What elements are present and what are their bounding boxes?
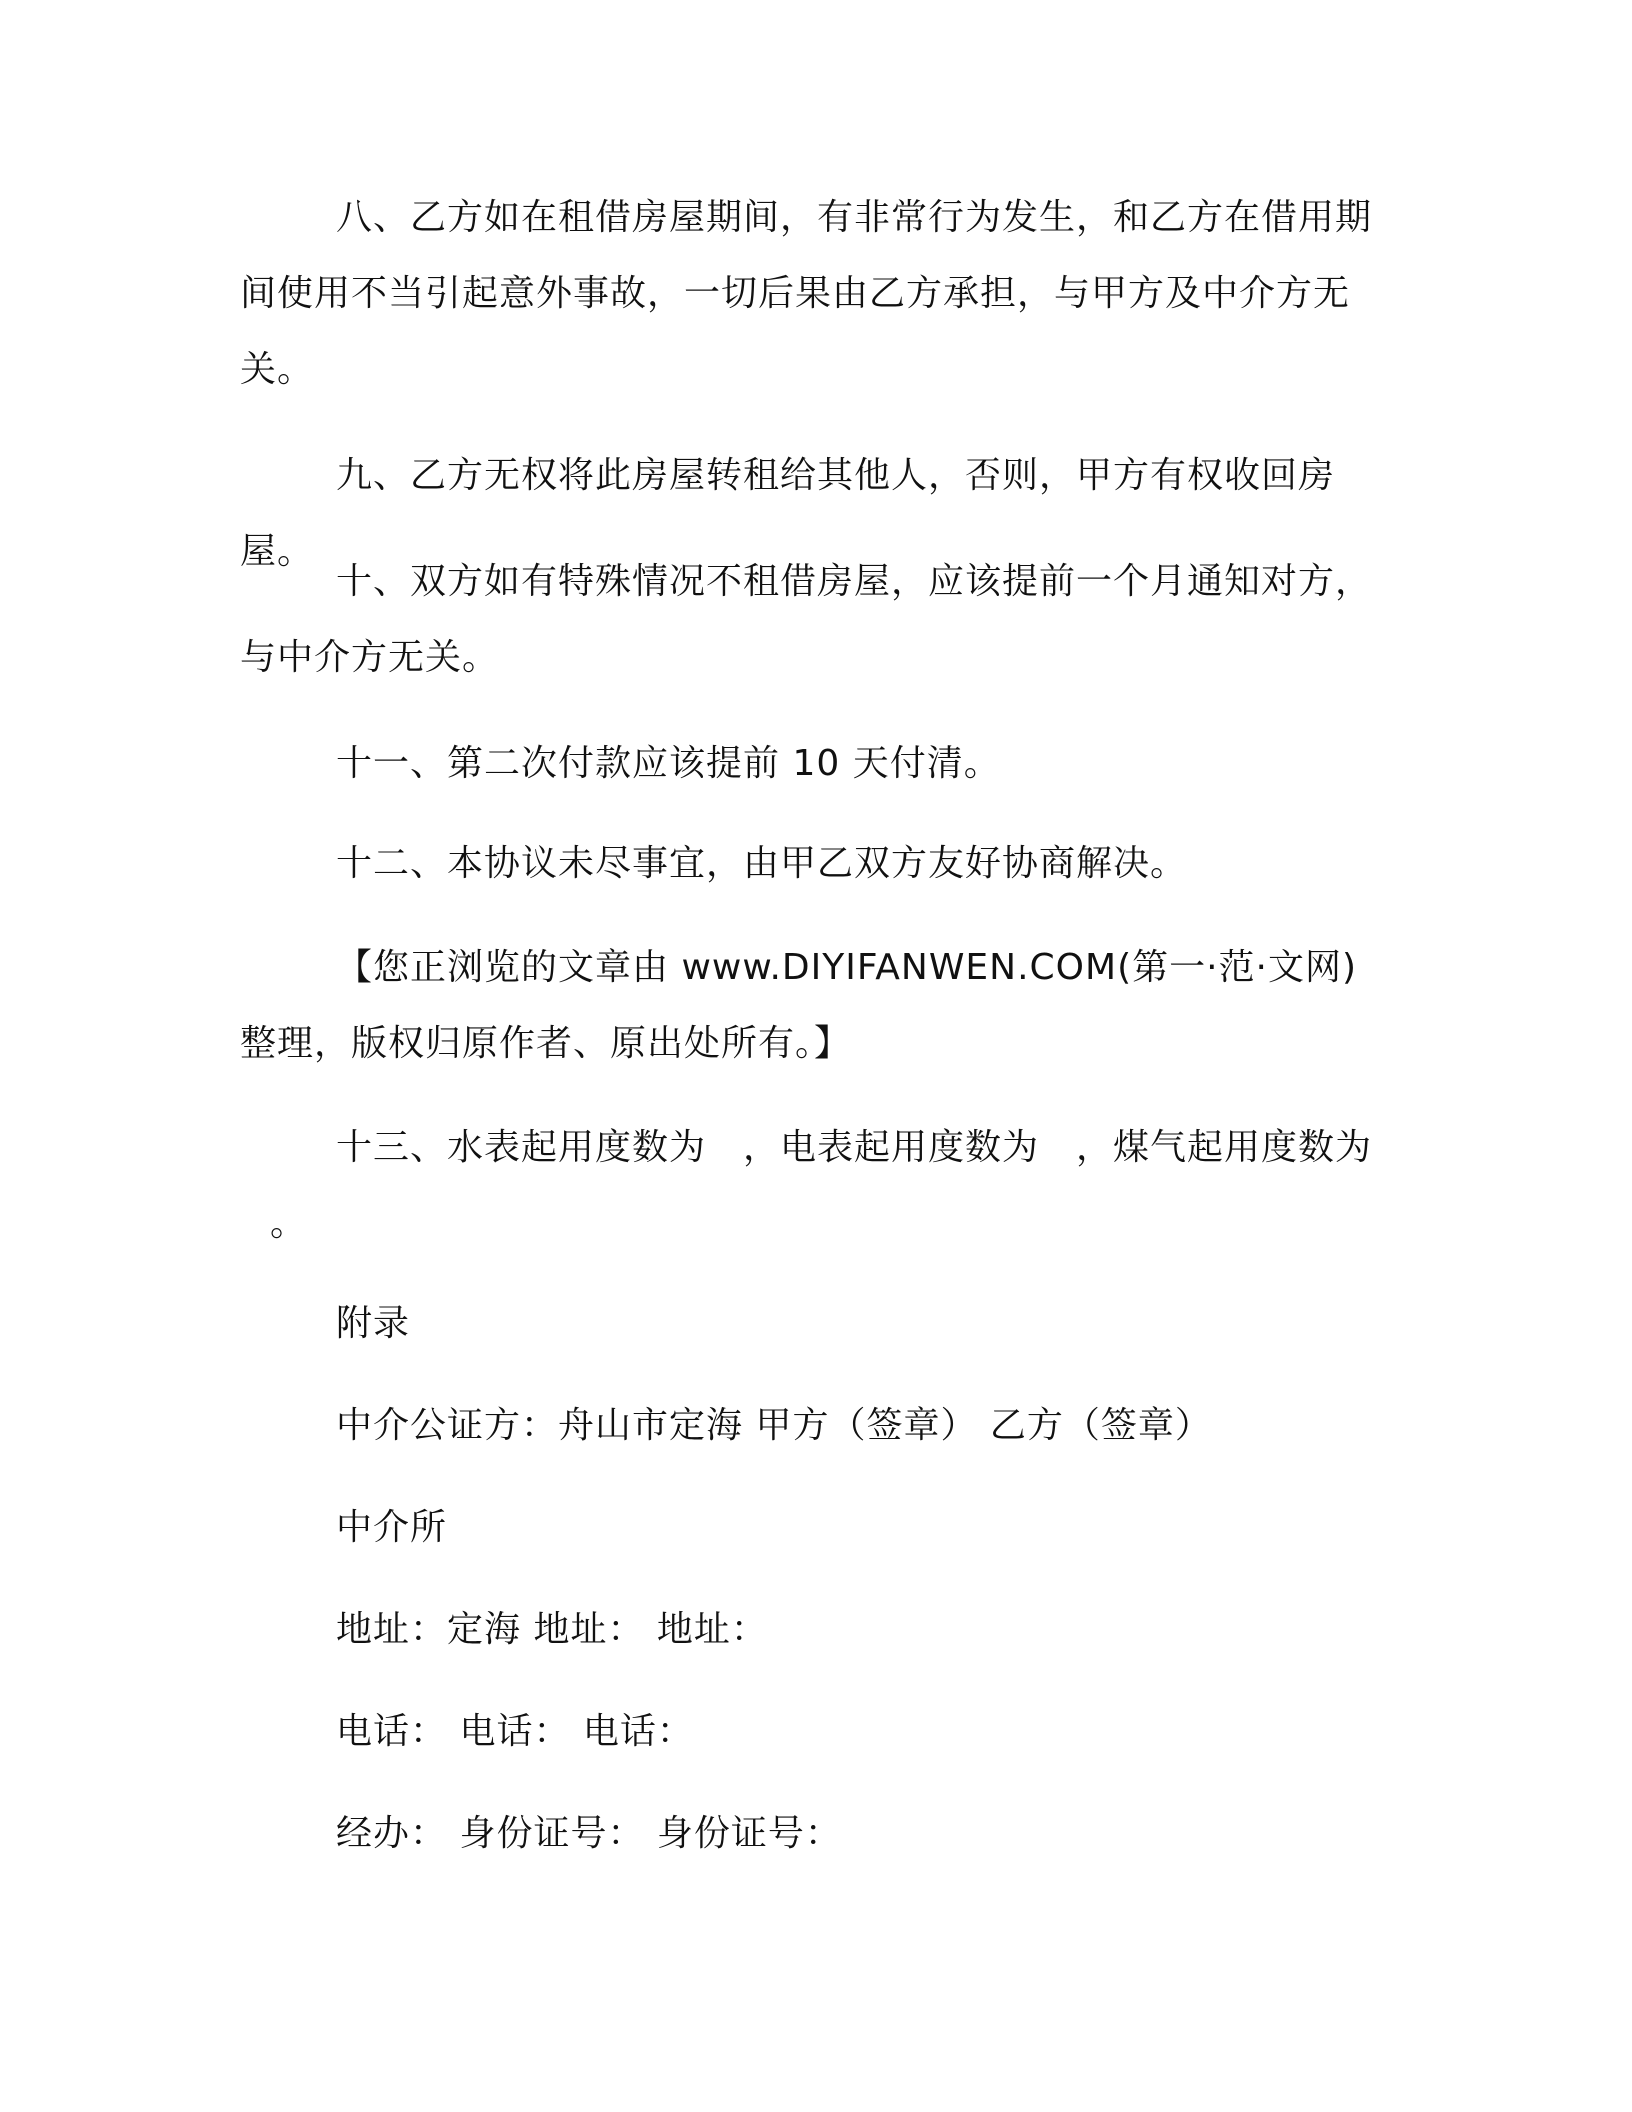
- appendix-parties: 中介公证方：舟山市定海 甲方（签章） 乙方（签章）: [336, 1405, 1212, 1446]
- appendix-title: 附录: [336, 1303, 411, 1344]
- clause-8: 八、乙方如在租借房屋期间，有非常行为发生，和乙方在借用期间使用不当引起意外事故，一切后果由乙方承担，与甲方及中介方无关。: [240, 197, 1373, 390]
- clause-12: 十二、本协议未尽事宜，由甲乙双方友好协商解决。: [336, 843, 1188, 884]
- appendix-phone: 电话： 电话： 电话：: [336, 1711, 694, 1752]
- appendix-id: 经办： 身份证号： 身份证号：: [336, 1813, 842, 1854]
- clause-10: 十、双方如有特殊情况不租借房屋，应该提前一个月通知对方，与中介方无关。: [240, 561, 1373, 678]
- clause-13: 十三、水表起用度数为 ，电表起用度数为 ，煤气起用度数为: [336, 1127, 1373, 1168]
- clause-11: 十一、第二次付款应该提前 10 天付清。: [336, 743, 1001, 784]
- clause-9: 九、乙方无权将此房屋转租给其他人，否则，甲方有权收回房屋。: [240, 455, 1336, 572]
- copyright-notice: 【您正浏览的文章由 www.DIYIFANWEN.COM(第一·范·文网)整理，版权归原作者、原出处所有。】: [240, 947, 1358, 1064]
- appendix-address: 地址：定海 地址： 地址：: [336, 1609, 768, 1650]
- clause-13-end-mark: 。: [270, 1203, 307, 1244]
- appendix-agency: 中介所: [336, 1507, 448, 1548]
